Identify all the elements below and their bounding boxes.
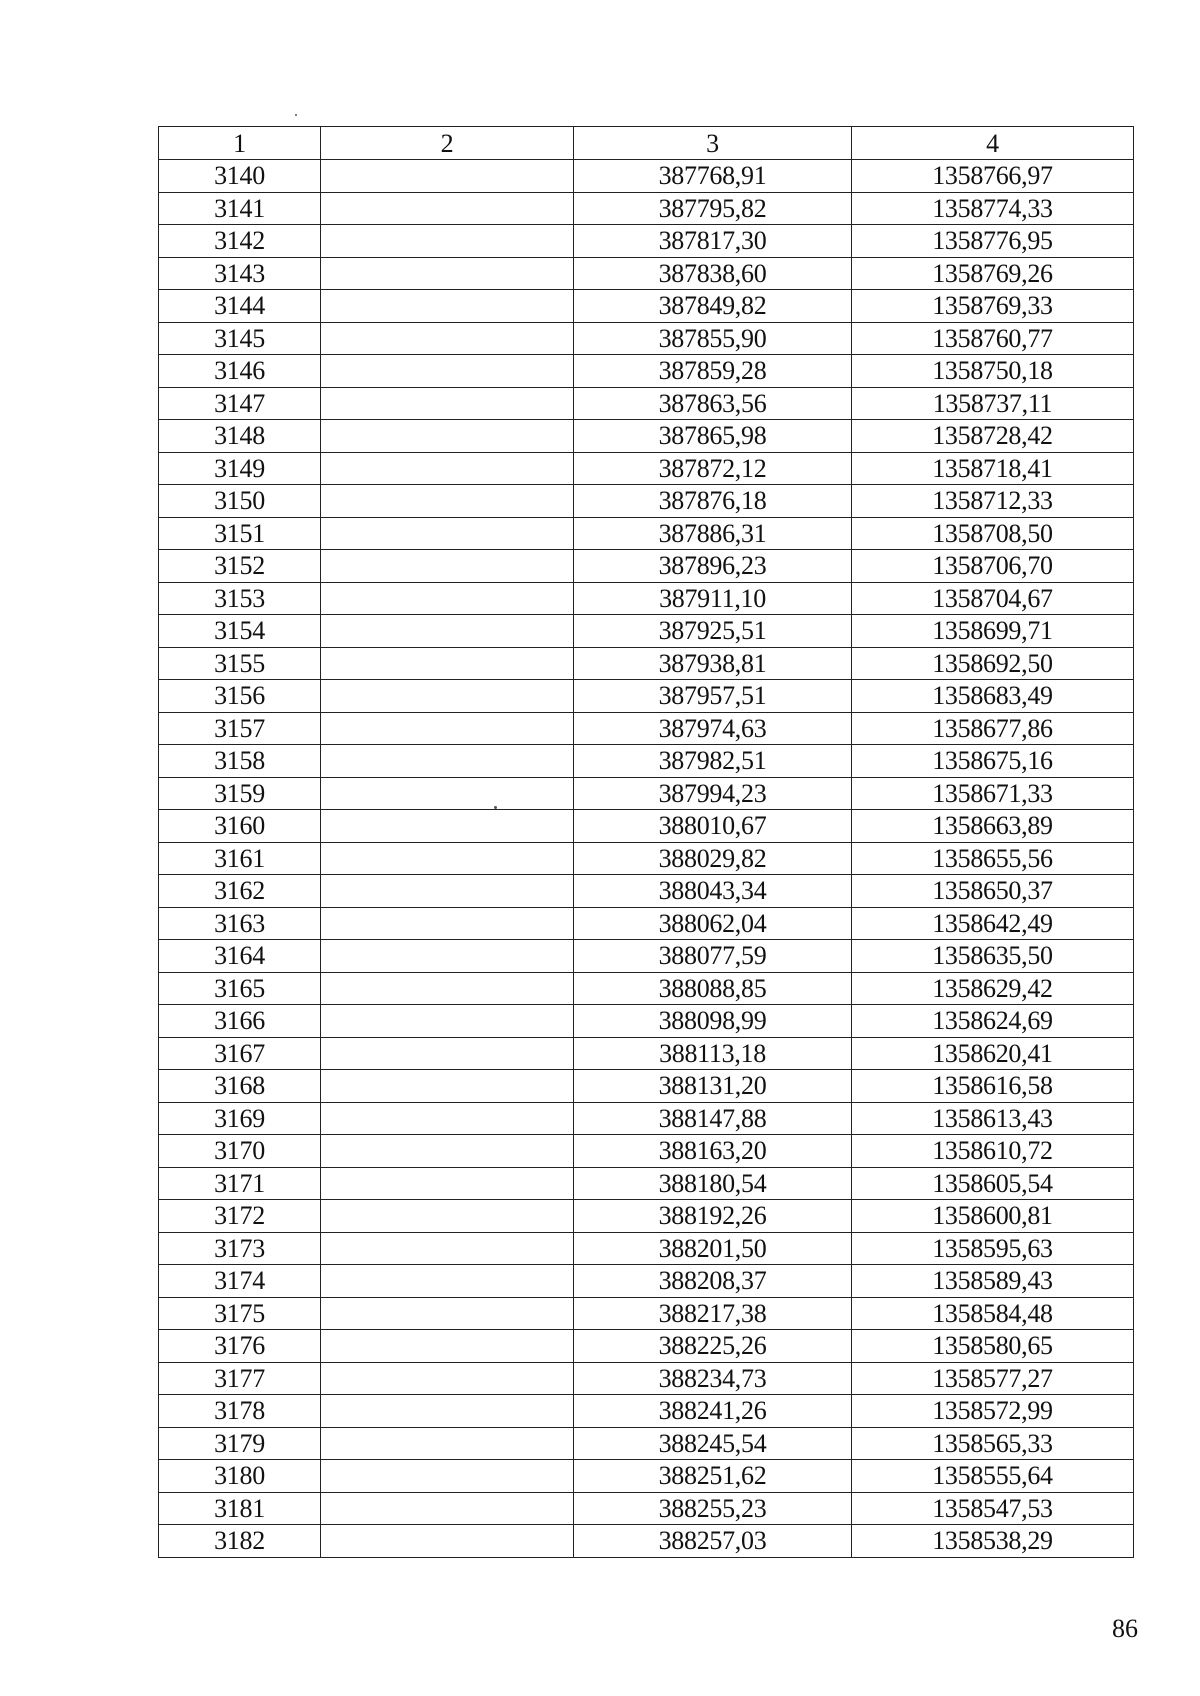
description-cell — [321, 1265, 574, 1298]
y-coordinate-cell: 1358613,43 — [852, 1102, 1134, 1135]
table-row — [159, 1135, 1134, 1168]
description-cell — [321, 1395, 574, 1428]
table-row — [159, 1167, 1134, 1200]
point-number-cell: 3155 — [159, 647, 321, 680]
description-cell — [321, 582, 574, 615]
table-row — [159, 1492, 1134, 1525]
point-number-cell: 3159 — [159, 777, 321, 810]
description-cell — [321, 192, 574, 225]
description-cell — [321, 290, 574, 323]
x-coordinate-cell: 387876,18 — [574, 485, 852, 518]
y-coordinate-cell: 1358766,97 — [852, 160, 1134, 193]
point-number-cell: 3145 — [159, 322, 321, 355]
point-number-cell: 3180 — [159, 1460, 321, 1493]
description-cell — [321, 225, 574, 258]
table-row — [159, 1460, 1134, 1493]
x-coordinate-cell: 388163,20 — [574, 1135, 852, 1168]
x-coordinate-cell: 387855,90 — [574, 322, 852, 355]
y-coordinate-cell: 1358620,41 — [852, 1037, 1134, 1070]
x-coordinate-cell: 387768,91 — [574, 160, 852, 193]
x-coordinate-cell: 387817,30 — [574, 225, 852, 258]
table-row — [159, 1102, 1134, 1135]
page-number: 86 — [1112, 1614, 1138, 1643]
y-coordinate-cell: 1358774,33 — [852, 192, 1134, 225]
point-number-cell: 3164 — [159, 940, 321, 973]
x-coordinate-cell: 388192,26 — [574, 1200, 852, 1233]
description-cell — [321, 550, 574, 583]
x-coordinate-cell: 388010,67 — [574, 810, 852, 843]
description-cell — [321, 907, 574, 940]
table-row — [159, 485, 1134, 518]
y-coordinate-cell: 1358642,49 — [852, 907, 1134, 940]
y-coordinate-cell: 1358776,95 — [852, 225, 1134, 258]
point-number-cell: 3141 — [159, 192, 321, 225]
y-coordinate-cell: 1358699,71 — [852, 615, 1134, 648]
description-cell — [321, 1492, 574, 1525]
y-coordinate-cell: 1358589,43 — [852, 1265, 1134, 1298]
table-row — [159, 322, 1134, 355]
x-coordinate-cell: 388088,85 — [574, 972, 852, 1005]
x-coordinate-cell: 387938,81 — [574, 647, 852, 680]
x-coordinate-cell: 387994,23 — [574, 777, 852, 810]
y-coordinate-cell: 1358692,50 — [852, 647, 1134, 680]
y-coordinate-cell: 1358737,11 — [852, 387, 1134, 420]
point-number-cell: 3179 — [159, 1427, 321, 1460]
x-coordinate-cell: 388147,88 — [574, 1102, 852, 1135]
description-cell — [321, 355, 574, 388]
y-coordinate-cell: 1358708,50 — [852, 517, 1134, 550]
point-number-cell: 3152 — [159, 550, 321, 583]
table-row — [159, 1525, 1134, 1558]
table-row — [159, 1427, 1134, 1460]
table-row — [159, 452, 1134, 485]
x-coordinate-cell: 387982,51 — [574, 745, 852, 778]
point-number-cell: 3166 — [159, 1005, 321, 1038]
point-number-cell: 3161 — [159, 842, 321, 875]
y-coordinate-cell: 1358683,49 — [852, 680, 1134, 713]
y-coordinate-cell: 1358547,53 — [852, 1492, 1134, 1525]
y-coordinate-cell: 1358610,72 — [852, 1135, 1134, 1168]
description-cell — [321, 160, 574, 193]
description-cell — [321, 972, 574, 1005]
description-cell — [321, 1135, 574, 1168]
y-coordinate-cell: 1358769,33 — [852, 290, 1134, 323]
description-cell — [321, 1460, 574, 1493]
table-row — [159, 615, 1134, 648]
point-number-cell: 3174 — [159, 1265, 321, 1298]
table-row — [159, 1395, 1134, 1428]
table-row — [159, 517, 1134, 550]
table-row — [159, 1005, 1134, 1038]
y-coordinate-cell: 1358712,33 — [852, 485, 1134, 518]
point-number-cell: 3163 — [159, 907, 321, 940]
y-coordinate-cell: 1358671,33 — [852, 777, 1134, 810]
x-coordinate-cell: 388043,34 — [574, 875, 852, 908]
x-coordinate-cell: 388257,03 — [574, 1525, 852, 1558]
x-coordinate-cell: 388217,38 — [574, 1297, 852, 1330]
table-row — [159, 842, 1134, 875]
point-number-cell: 3171 — [159, 1167, 321, 1200]
x-coordinate-cell: 388180,54 — [574, 1167, 852, 1200]
table-row — [159, 1070, 1134, 1103]
y-coordinate-cell: 1358706,70 — [852, 550, 1134, 583]
column-header-3: 3 — [574, 127, 852, 160]
point-number-cell: 3148 — [159, 420, 321, 453]
description-cell — [321, 777, 574, 810]
description-cell — [321, 810, 574, 843]
table-row — [159, 387, 1134, 420]
y-coordinate-cell: 1358718,41 — [852, 452, 1134, 485]
y-coordinate-cell: 1358538,29 — [852, 1525, 1134, 1558]
x-coordinate-cell: 388225,26 — [574, 1330, 852, 1363]
point-number-cell: 3156 — [159, 680, 321, 713]
description-cell — [321, 1362, 574, 1395]
description-cell — [321, 1200, 574, 1233]
y-coordinate-cell: 1358572,99 — [852, 1395, 1134, 1428]
point-number-cell: 3167 — [159, 1037, 321, 1070]
point-number-cell: 3153 — [159, 582, 321, 615]
y-coordinate-cell: 1358750,18 — [852, 355, 1134, 388]
description-cell — [321, 257, 574, 290]
y-coordinate-cell: 1358577,27 — [852, 1362, 1134, 1395]
table-row — [159, 355, 1134, 388]
x-coordinate-cell: 388062,04 — [574, 907, 852, 940]
point-number-cell: 3169 — [159, 1102, 321, 1135]
point-number-cell: 3142 — [159, 225, 321, 258]
x-coordinate-cell: 388245,54 — [574, 1427, 852, 1460]
scan-speck — [295, 114, 297, 116]
x-coordinate-cell: 387849,82 — [574, 290, 852, 323]
x-coordinate-cell: 387925,51 — [574, 615, 852, 648]
point-number-cell: 3151 — [159, 517, 321, 550]
description-cell — [321, 680, 574, 713]
point-number-cell: 3176 — [159, 1330, 321, 1363]
table-row — [159, 875, 1134, 908]
table-row — [159, 712, 1134, 745]
description-cell — [321, 1005, 574, 1038]
table-row — [159, 1265, 1134, 1298]
y-coordinate-cell: 1358635,50 — [852, 940, 1134, 973]
description-cell — [321, 712, 574, 745]
description-cell — [321, 1167, 574, 1200]
point-number-cell: 3182 — [159, 1525, 321, 1558]
point-number-cell: 3149 — [159, 452, 321, 485]
table-row — [159, 160, 1134, 193]
table-row — [159, 290, 1134, 323]
y-coordinate-cell: 1358595,63 — [852, 1232, 1134, 1265]
table-row — [159, 810, 1134, 843]
description-cell — [321, 1102, 574, 1135]
table-row — [159, 1297, 1134, 1330]
x-coordinate-cell: 388241,26 — [574, 1395, 852, 1428]
y-coordinate-cell: 1358616,58 — [852, 1070, 1134, 1103]
table-row — [159, 940, 1134, 973]
x-coordinate-cell: 387886,31 — [574, 517, 852, 550]
x-coordinate-cell: 387911,10 — [574, 582, 852, 615]
y-coordinate-cell: 1358704,67 — [852, 582, 1134, 615]
y-coordinate-cell: 1358650,37 — [852, 875, 1134, 908]
table-row — [159, 225, 1134, 258]
table-row — [159, 1200, 1134, 1233]
y-coordinate-cell: 1358580,65 — [852, 1330, 1134, 1363]
column-header-1: 1 — [159, 127, 321, 160]
description-cell — [321, 452, 574, 485]
y-coordinate-cell: 1358565,33 — [852, 1427, 1134, 1460]
description-cell — [321, 1427, 574, 1460]
table-header-row — [159, 127, 1134, 160]
description-cell — [321, 1525, 574, 1558]
description-cell — [321, 745, 574, 778]
description-cell — [321, 517, 574, 550]
y-coordinate-cell: 1358555,64 — [852, 1460, 1134, 1493]
table-row — [159, 1362, 1134, 1395]
point-number-cell: 3177 — [159, 1362, 321, 1395]
description-cell — [321, 1297, 574, 1330]
point-number-cell: 3154 — [159, 615, 321, 648]
point-number-cell: 3178 — [159, 1395, 321, 1428]
point-number-cell: 3157 — [159, 712, 321, 745]
table-row — [159, 550, 1134, 583]
point-number-cell: 3146 — [159, 355, 321, 388]
x-coordinate-cell: 387896,23 — [574, 550, 852, 583]
x-coordinate-cell: 388029,82 — [574, 842, 852, 875]
y-coordinate-cell: 1358655,56 — [852, 842, 1134, 875]
description-cell — [321, 615, 574, 648]
table-row — [159, 1232, 1134, 1265]
table-row — [159, 1037, 1134, 1070]
point-number-cell: 3162 — [159, 875, 321, 908]
x-coordinate-cell: 388113,18 — [574, 1037, 852, 1070]
point-number-cell: 3140 — [159, 160, 321, 193]
point-number-cell: 3168 — [159, 1070, 321, 1103]
column-header-4: 4 — [852, 127, 1134, 160]
y-coordinate-cell: 1358624,69 — [852, 1005, 1134, 1038]
y-coordinate-cell: 1358728,42 — [852, 420, 1134, 453]
description-cell — [321, 322, 574, 355]
point-number-cell: 3158 — [159, 745, 321, 778]
description-cell — [321, 940, 574, 973]
description-cell — [321, 1330, 574, 1363]
description-cell — [321, 485, 574, 518]
point-number-cell: 3172 — [159, 1200, 321, 1233]
point-number-cell: 3175 — [159, 1297, 321, 1330]
table-row — [159, 745, 1134, 778]
x-coordinate-cell: 387957,51 — [574, 680, 852, 713]
point-number-cell: 3150 — [159, 485, 321, 518]
y-coordinate-cell: 1358600,81 — [852, 1200, 1134, 1233]
table-row — [159, 1330, 1134, 1363]
description-cell — [321, 1070, 574, 1103]
x-coordinate-cell: 387838,60 — [574, 257, 852, 290]
table-row — [159, 420, 1134, 453]
x-coordinate-cell: 387859,28 — [574, 355, 852, 388]
x-coordinate-cell: 388201,50 — [574, 1232, 852, 1265]
table-row — [159, 680, 1134, 713]
y-coordinate-cell: 1358769,26 — [852, 257, 1134, 290]
description-cell — [321, 1037, 574, 1070]
table-row — [159, 192, 1134, 225]
column-header-2: 2 — [321, 127, 574, 160]
coordinates-table — [158, 126, 1134, 1558]
description-cell — [321, 387, 574, 420]
x-coordinate-cell: 388255,23 — [574, 1492, 852, 1525]
x-coordinate-cell: 387865,98 — [574, 420, 852, 453]
point-number-cell: 3181 — [159, 1492, 321, 1525]
point-number-cell: 3173 — [159, 1232, 321, 1265]
x-coordinate-cell: 388208,37 — [574, 1265, 852, 1298]
point-number-cell: 3170 — [159, 1135, 321, 1168]
x-coordinate-cell: 388251,62 — [574, 1460, 852, 1493]
point-number-cell: 3144 — [159, 290, 321, 323]
table-row — [159, 257, 1134, 290]
x-coordinate-cell: 388077,59 — [574, 940, 852, 973]
description-cell — [321, 1232, 574, 1265]
y-coordinate-cell: 1358677,86 — [852, 712, 1134, 745]
y-coordinate-cell: 1358675,16 — [852, 745, 1134, 778]
x-coordinate-cell: 388234,73 — [574, 1362, 852, 1395]
x-coordinate-cell: 387795,82 — [574, 192, 852, 225]
y-coordinate-cell: 1358605,54 — [852, 1167, 1134, 1200]
point-number-cell: 3147 — [159, 387, 321, 420]
description-cell — [321, 842, 574, 875]
table-row — [159, 582, 1134, 615]
y-coordinate-cell: 1358629,42 — [852, 972, 1134, 1005]
x-coordinate-cell: 387872,12 — [574, 452, 852, 485]
table-row — [159, 907, 1134, 940]
table-row — [159, 647, 1134, 680]
description-cell — [321, 875, 574, 908]
point-number-cell: 3165 — [159, 972, 321, 1005]
coordinates-table-body — [159, 127, 1134, 1558]
description-cell — [321, 647, 574, 680]
table-row — [159, 777, 1134, 810]
point-number-cell: 3143 — [159, 257, 321, 290]
description-cell — [321, 420, 574, 453]
point-number-cell: 3160 — [159, 810, 321, 843]
y-coordinate-cell: 1358760,77 — [852, 322, 1134, 355]
y-coordinate-cell: 1358584,48 — [852, 1297, 1134, 1330]
y-coordinate-cell: 1358663,89 — [852, 810, 1134, 843]
x-coordinate-cell: 387974,63 — [574, 712, 852, 745]
x-coordinate-cell: 388131,20 — [574, 1070, 852, 1103]
table-row — [159, 972, 1134, 1005]
x-coordinate-cell: 387863,56 — [574, 387, 852, 420]
x-coordinate-cell: 388098,99 — [574, 1005, 852, 1038]
